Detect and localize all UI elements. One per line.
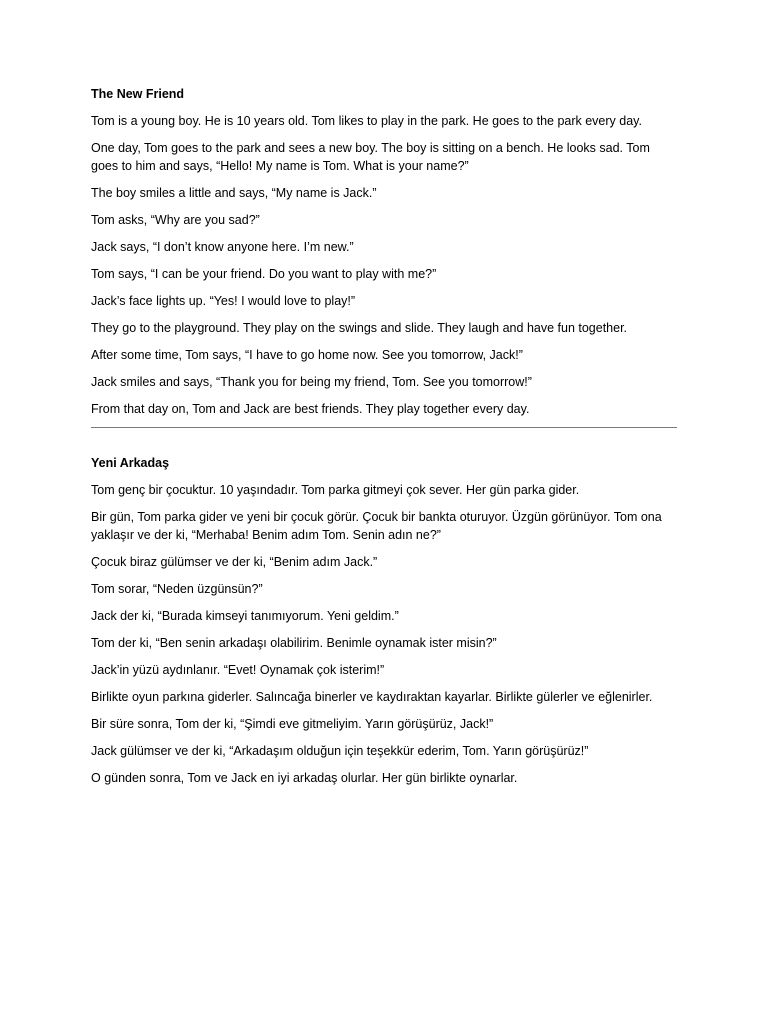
story-paragraph: Tom says, “I can be your friend. Do you want to play with me?” bbox=[91, 267, 437, 281]
story-paragraph: O günden sonra, Tom ve Jack en iyi arkadaş olurlar. Her gün birlikte oynarlar. bbox=[91, 771, 518, 785]
story-paragraph: Tom asks, “Why are you sad?” bbox=[91, 213, 260, 227]
story-paragraph: Bir süre sonra, Tom der ki, “Şimdi eve gitmeliyim. Yarın görüşürüz, Jack!” bbox=[91, 717, 494, 731]
story-paragraph: Jack’in yüzü aydınlanır. “Evet! Oynamak çok isterim!” bbox=[91, 663, 385, 677]
story-paragraph: Tom genç bir çocuktur. 10 yaşındadır. Tom parka gitmeyi çok sever. Her gün parka gider. bbox=[91, 483, 580, 497]
story-paragraph: Jack’s face lights up. “Yes! I would love to play!” bbox=[91, 294, 356, 308]
story-paragraph: The boy smiles a little and says, “My name is Jack.” bbox=[91, 186, 377, 200]
story-paragraph: Tom der ki, “Ben senin arkadaşı olabilirim. Benimle oynamak ister misin?” bbox=[91, 636, 497, 650]
story-title: The New Friend bbox=[91, 87, 185, 101]
story-paragraph: Birlikte oyun parkına giderler. Salıncağa binerler ve kaydıraktan kayarlar. Birlikte gülerler ve eğlenirler. bbox=[91, 690, 653, 704]
story-paragraph: After some time, Tom says, “I have to go home now. See you tomorrow, Jack!” bbox=[91, 348, 523, 362]
story-paragraph: One day, Tom goes to the park and sees a new boy. The boy is sitting on a bench. He looks sad. Tom goes to him and says, “Hello! My name is Tom. What is your name?” bbox=[91, 141, 650, 173]
english-story bbox=[91, 86, 677, 418]
story-paragraph: Tom sorar, “Neden üzgünsün?” bbox=[91, 582, 263, 596]
story-paragraph: Jack der ki, “Burada kimseyi tanımıyorum. Yeni geldim.” bbox=[91, 609, 399, 623]
turkish-story bbox=[91, 455, 677, 787]
story-paragraph: They go to the playground. They play on the swings and slide. They laugh and have fun together. bbox=[91, 321, 628, 335]
story-paragraph: Jack smiles and says, “Thank you for being my friend, Tom. See you tomorrow!” bbox=[91, 375, 532, 389]
story-paragraph: Jack says, “I don’t know anyone here. I’m new.” bbox=[91, 240, 354, 254]
story-paragraph: Çocuk biraz gülümser ve der ki, “Benim adım Jack.” bbox=[91, 555, 378, 569]
document-page bbox=[91, 86, 677, 796]
story-title: Yeni Arkadaş bbox=[91, 456, 170, 470]
story-paragraph: Tom is a young boy. He is 10 years old. Tom likes to play in the park. He goes to the park every day. bbox=[91, 114, 642, 128]
section-divider bbox=[91, 427, 677, 428]
story-paragraph: From that day on, Tom and Jack are best friends. They play together every day. bbox=[91, 402, 530, 416]
story-paragraph: Bir gün, Tom parka gider ve yeni bir çocuk görür. Çocuk bir bankta oturuyor. Üzgün görünüyor. Tom ona yaklaşır ve der ki, “Merhaba! Benim adım Tom. Senin adın ne?” bbox=[91, 510, 662, 542]
story-paragraph: Jack gülümser ve der ki, “Arkadaşım olduğun için teşekkür ederim, Tom. Yarın görüşürüz!” bbox=[91, 744, 589, 758]
